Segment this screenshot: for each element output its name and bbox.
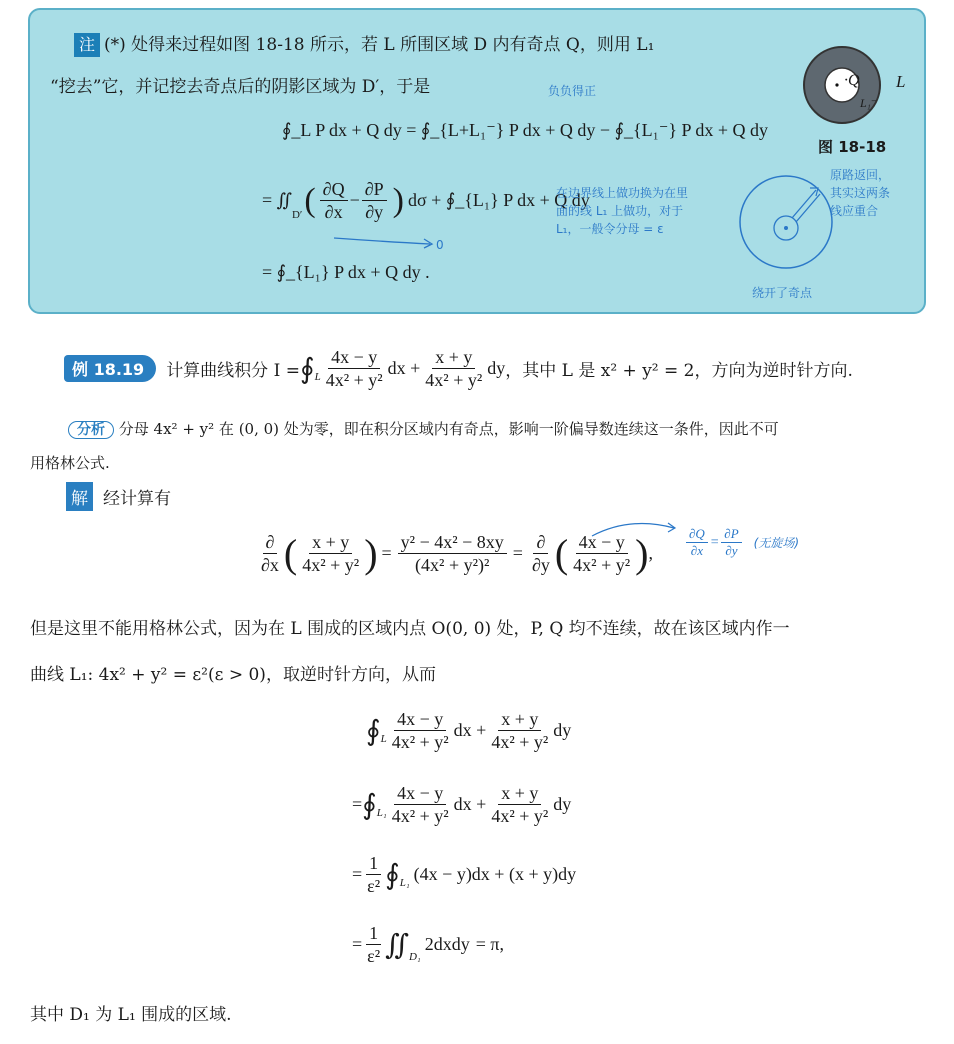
fraction-P [323, 346, 386, 391]
dy: ∂y [365, 202, 384, 222]
hand-note-return-line-2: 其实这两条 [830, 186, 891, 200]
note-line-1 [74, 30, 654, 57]
solution-intro: 经计算有 [103, 489, 171, 509]
example-line [64, 346, 853, 391]
note-equation-1: ∮_L P dx + Q dy = ∮_{L+L₁⁻} P dx + Q dy − ∮_{L₁⁻} P dx + Q dy [282, 120, 768, 140]
fig-label-Q: ·Q [844, 72, 860, 89]
contour-integral-sign: ∮ [299, 353, 315, 385]
display-line-3: = $\frac{1}{\text{ε²}}$ ∮ L₁ (4x − y)dx + (x + y)dy [352, 853, 577, 896]
hand-note-return-line-3: 线应重合 [830, 204, 879, 218]
fraction-dP-dy [362, 178, 387, 223]
hand-curl-free: $\frac{\partial Q}{\partial x}$ = $\frac{\partial P}{\partial y}$ (无旋场) [684, 526, 799, 559]
hand-zero: 0 [436, 238, 444, 252]
dQ: ∂Q [320, 178, 348, 201]
denominator-P: 4x² + y² [325, 370, 383, 390]
note-line-2: “挖去”它，并记挖去奇点后的阴影区域为 D′，于是 [50, 77, 431, 97]
dx-symbol: dx + [387, 358, 421, 378]
example-text-pre: 计算曲线积分 I = [166, 361, 300, 381]
example-text-post: ，其中 L 是 x² + y² = 2，方向为逆时针方向. [505, 361, 853, 381]
analysis-text-line-1: 分母 4x² + y² 在 (0, 0) 处为零，即在积分区域内有奇点，影响一阶偏导数连续这一条件，因此不可 [118, 420, 779, 438]
solution-para-line-2: 曲线 L₁: 4x² + y² = ε²(ε > 0)，取逆时针方向，从而 [30, 665, 436, 685]
partial-x-operator: $\frac{\partial}{\partial x}$ [261, 532, 279, 575]
fraction-partial-result: $\frac{\text{y² − 4x² − 8xy}}{\text{(4x² + y²)²}}$ [398, 531, 507, 576]
example-integral [300, 346, 505, 391]
right-paren: ) [392, 181, 404, 219]
hand-note-bypass: 绕开了奇点 [752, 286, 813, 300]
hand-note-work-line-3: L₁，一般令分母 = ε [556, 222, 664, 236]
analysis-tag: 分析 [68, 421, 114, 439]
dx: ∂x [324, 202, 343, 222]
fig-label-L: L [896, 72, 906, 91]
hand-note-work-line-2: 面的线 L₁ 上做功，对于 [556, 204, 684, 218]
solution-intro-line [66, 482, 171, 511]
minus-sign: − [349, 190, 360, 210]
partial-equation: $\frac{\partial}{\partial x}$ ( $\frac{x + y}{\text{4x² + y²}}$ ) = $\frac{\text{y² − 4x² − 8xy}}{\text{(4x² + y²)²}}$ = $\frac{\partial}{\partial y}$ ( $\frac{4x - y}{\text{4x² + y²}}$ ) , [256, 530, 653, 577]
hand-arrow-curl [590, 518, 680, 540]
region-label: D′ [291, 208, 303, 221]
numerator-P: 4x − y [328, 346, 380, 369]
note-equation-2-tail: dσ + ∮_{L₁} P dx + Q dy [407, 190, 590, 210]
hand-note-return [830, 166, 890, 220]
integral-subscript: L [314, 370, 321, 383]
display-line-1: ∮ L $\frac{4x - y}{\text{4x² + y²}}$ dx + $\frac{x + y}{\text{4x² + y²}}$ dy [366, 709, 572, 752]
figure-caption: 图 18-18 [818, 138, 887, 156]
integrand-L1: (4x − y)dx + (x + y)dy [413, 864, 577, 884]
note-tag: 注 [74, 33, 100, 57]
left-paren: ( [304, 181, 316, 219]
numerator-Q: x + y [432, 346, 475, 369]
note-equation-2 [262, 178, 590, 223]
hand-note-work-line-1: 在边界线上做功换为在里 [556, 186, 689, 200]
denominator-Q: 4x² + y² [425, 370, 483, 390]
example-tag: 例 18.19 [64, 355, 156, 382]
hand-note-sign: 负负得正 [548, 84, 597, 98]
fraction-Q [422, 346, 485, 391]
hand-note-return-line-1: 原路返回， [830, 168, 891, 182]
integrand-D1: 2dxdy [424, 934, 470, 954]
fraction-Q-partial: $\frac{x + y}{\text{4x² + y²}}$ [302, 532, 360, 575]
result: = π, [475, 934, 504, 954]
fig-label-L1: L₁⁻ [860, 96, 878, 110]
fraction-dQ-dx [320, 178, 348, 223]
display-line-4: = $\frac{1}{\text{ε²}}$ ∬ D₁ 2dxdy = π, [352, 923, 504, 966]
solution-para-line-1: 但是这里不能用格林公式，因为在 L 围成的区域内点 O(0, 0) 处，P, Q 均不连续，故在该区域内作一 [30, 619, 790, 639]
dy-symbol: dy [487, 358, 506, 378]
partial-y-operator: $\frac{\partial}{\partial y}$ [531, 532, 550, 575]
note-line-1-text: (*) 处得来过程如图 18-18 所示，若 L 所围区域 D 内有奇点 Q，则用 L₁ [104, 35, 655, 55]
analysis-text-line-2: 用格林公式. [30, 454, 110, 472]
analysis-block [68, 412, 918, 447]
solution-final: 其中 D₁ 为 L₁ 围成的区域. [30, 1005, 232, 1025]
solution-tag: 解 [66, 482, 93, 511]
hand-note-work [556, 184, 688, 238]
hand-note-irrotational: (无旋场) [753, 536, 800, 550]
double-integral: = ∬ [262, 190, 292, 210]
fraction-P-partial: $\frac{4x - y}{\text{4x² + y²}}$ [573, 532, 631, 575]
dP: ∂P [362, 178, 387, 201]
display-line-2: = ∮ L₁ $\frac{4x - y}{\text{4x² + y²}}$ dx + $\frac{x + y}{\text{4x² + y²}}$ dy [352, 783, 572, 826]
note-equation-3: = ∮_{L₁} P dx + Q dy . [262, 262, 430, 282]
